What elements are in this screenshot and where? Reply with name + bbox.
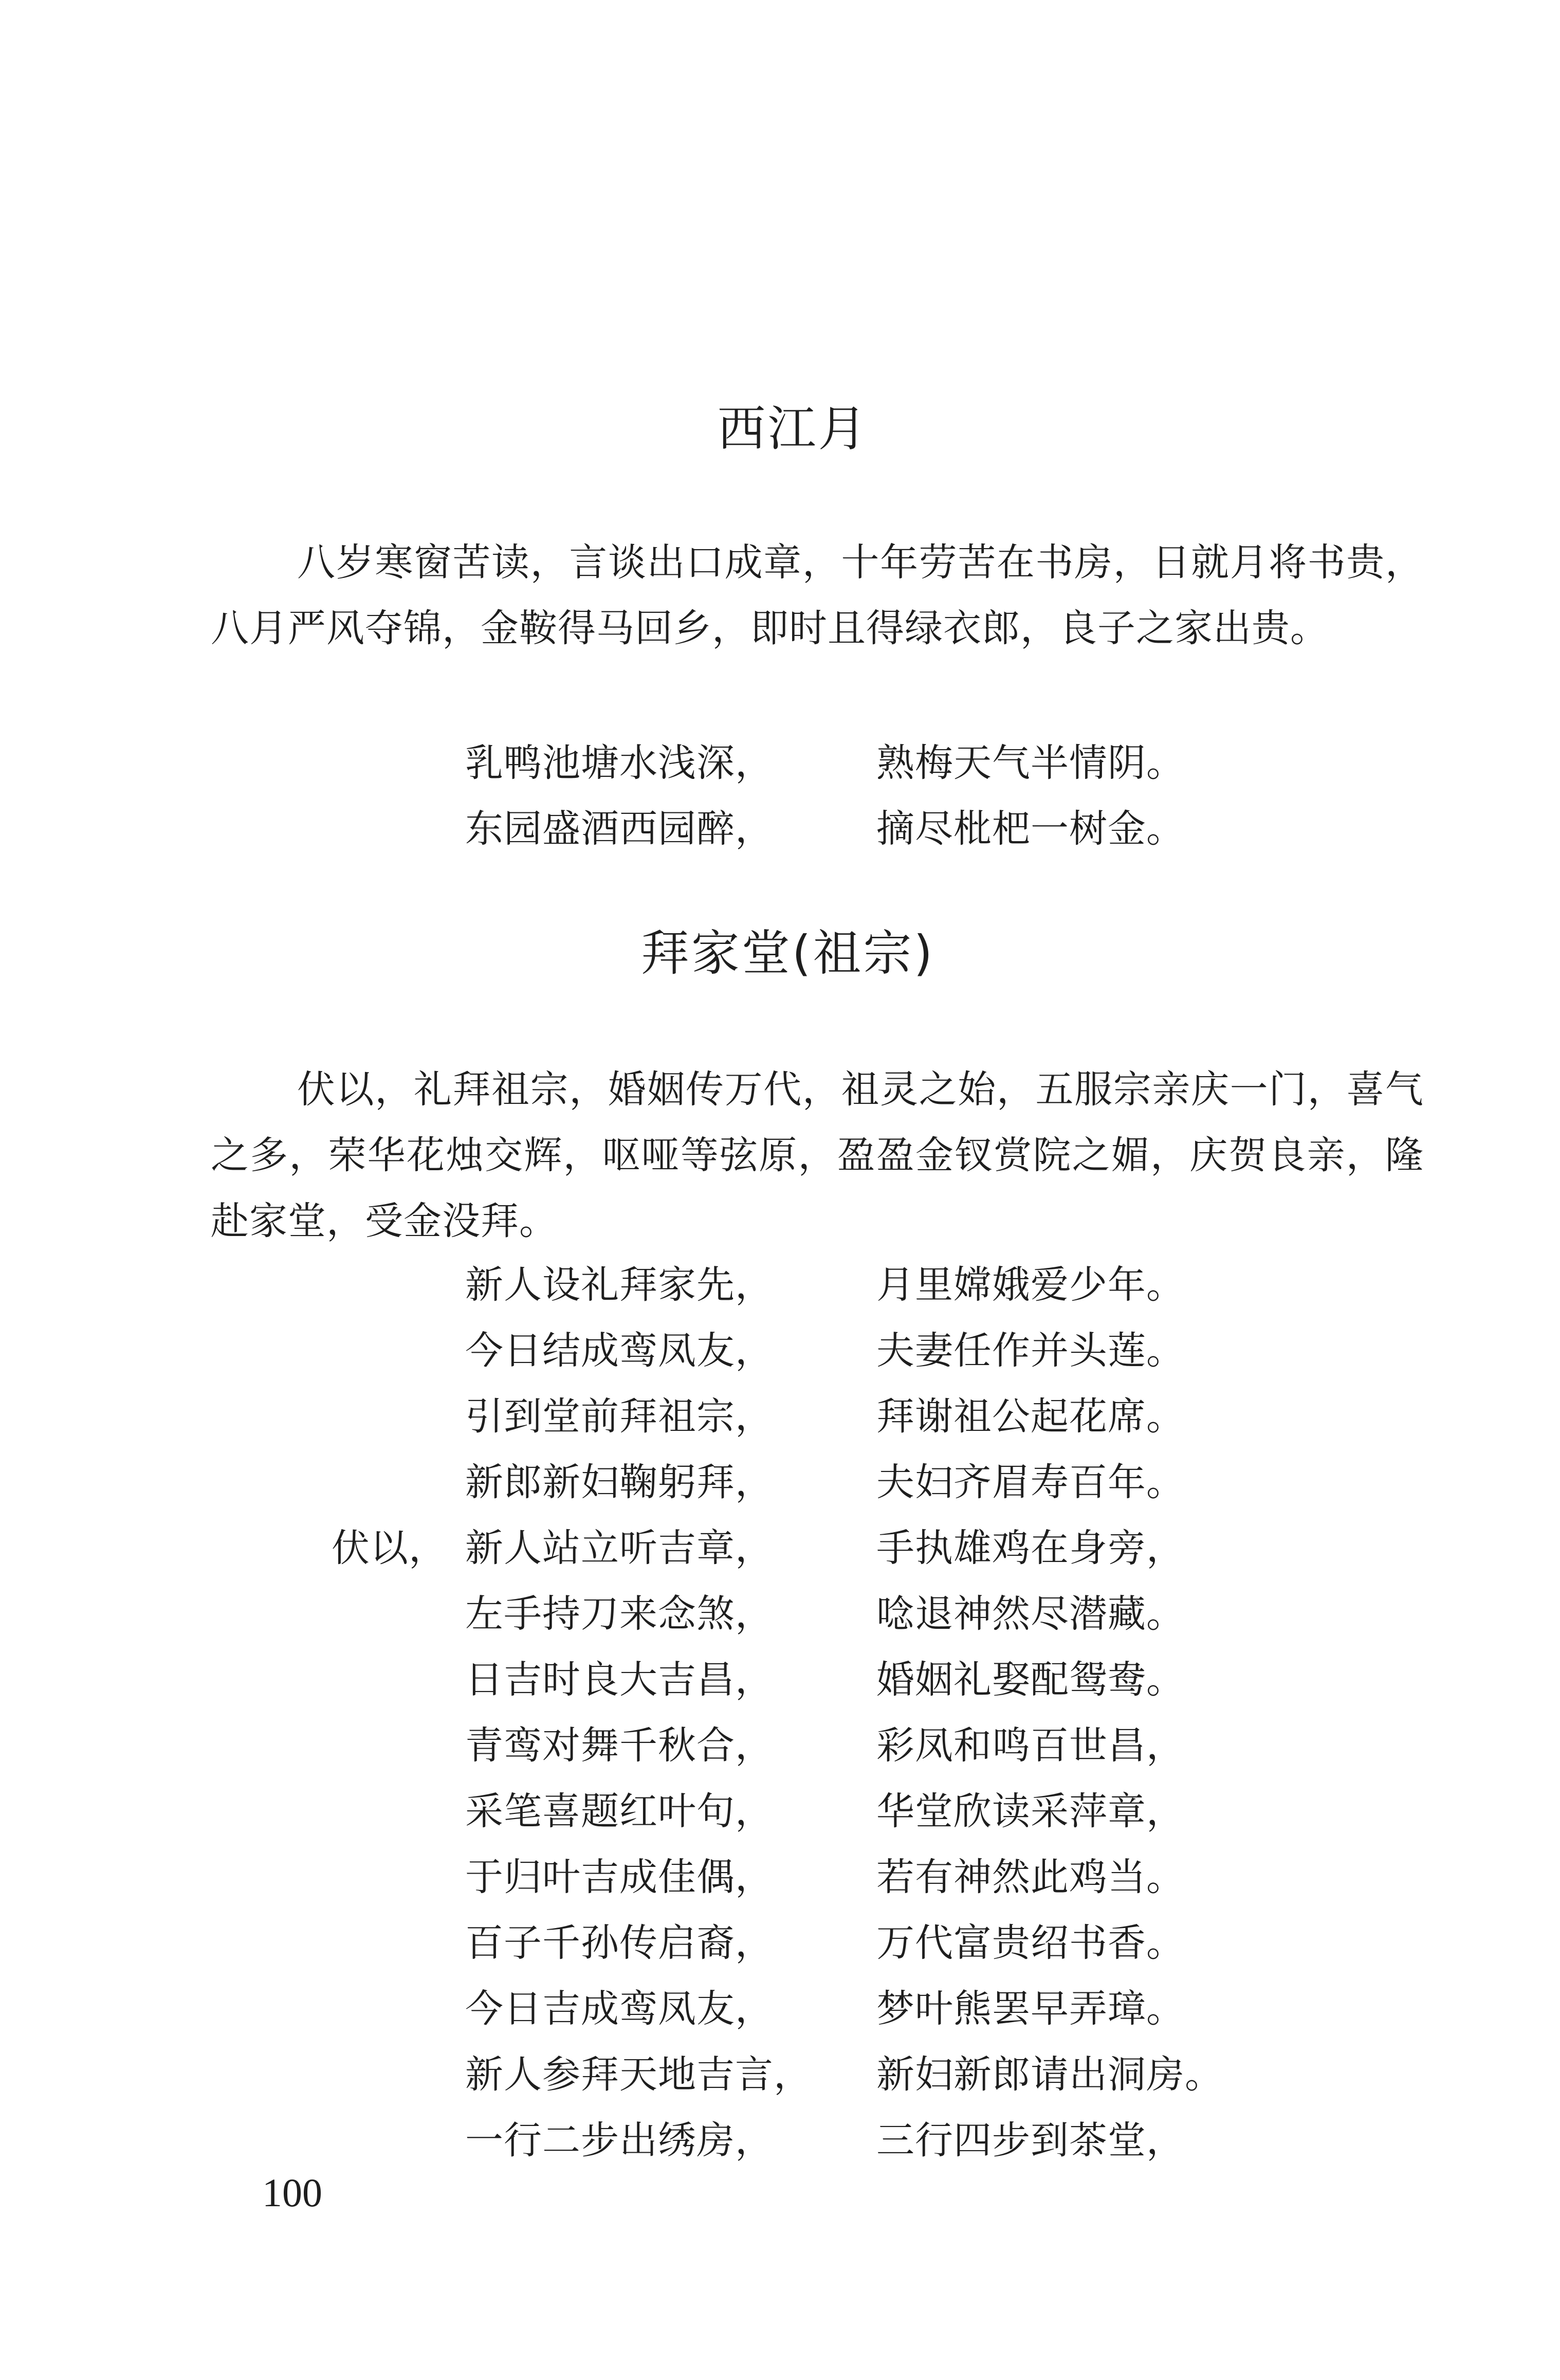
verse-line-first: 日吉时良大吉昌， (465, 1658, 774, 1702)
verse-line-first: 新人参拜天地吉言， (465, 2052, 812, 2097)
verse-line-first: 新人站立听吉章， (465, 1526, 774, 1570)
verse-line-first: 于归叶吉成佳偶， (465, 1855, 774, 1899)
verse-line-first: 一行二步出绣房， (465, 2118, 774, 2163)
verse-line-second: 夫妻任作并头莲。 (876, 1329, 1185, 1373)
verse-row (0, 1976, 1560, 2042)
page-number: 100 (262, 2170, 322, 2215)
verse-line-first: 新人设礼拜家先， (465, 1263, 774, 1307)
verse-line-first: 今日结成鸾凤友， (465, 1329, 774, 1373)
verse-row (0, 1713, 1560, 1778)
verse-row (0, 1449, 1560, 1515)
verse-line-second: 月里嫦娥爱少年。 (876, 1263, 1185, 1307)
section-title: 拜家堂(祖宗) (640, 925, 935, 982)
verse-block (0, 1252, 1560, 2173)
verse-row (0, 1252, 1560, 1318)
verse-row (0, 1844, 1560, 1910)
verse-row (0, 1384, 1560, 1449)
verse-line-second: 万代富贵绍书香。 (876, 1921, 1185, 1965)
verse-line-second: 若有神然此鸡当。 (876, 1855, 1185, 1899)
verse-line-second: 三行四步到茶堂， (876, 2118, 1185, 2163)
verse-line-second: 华堂欣读采萍章， (876, 1789, 1185, 1833)
verse-line-second: 夫妇齐眉寿百年。 (876, 1460, 1185, 1504)
verse-line-first: 采笔喜题红叶句， (465, 1789, 774, 1833)
section-title: 西江月 (717, 401, 869, 457)
verse-block (0, 730, 1560, 862)
verse-row (0, 1910, 1560, 1976)
verse-row (0, 1778, 1560, 1844)
verse-row (0, 1515, 1560, 1581)
verse-row (0, 1647, 1560, 1713)
verse-row (0, 1581, 1560, 1647)
verse-line-second: 新妇新郎请出洞房。 (876, 2052, 1223, 2097)
verse-row (0, 2108, 1560, 2173)
verse-line-second: 唸退神然尽潜藏。 (876, 1592, 1185, 1636)
section-prose: 八岁寒窗苦读，言谈出口成章，十年劳苦在书房，日就月将书贵，八月严风夺锦，金鞍得马回乡，即时且得绿衣郎，良子之家出贵。 (211, 540, 1424, 650)
verse-line-first: 引到堂前拜祖宗， (465, 1394, 774, 1439)
verse-line-first: 新郎新妇鞠躬拜， (465, 1460, 774, 1504)
verse-line-second: 梦叶熊罢早弄璋。 (876, 1987, 1185, 2031)
verse-row (0, 1318, 1560, 1384)
verse-line-second: 彩凤和鸣百世昌， (876, 1723, 1185, 1768)
verse-line-second: 熟梅天气半情阴。 (876, 741, 1185, 785)
verse-line-first: 乳鸭池塘水浅深， (465, 741, 774, 785)
verse-row (0, 2042, 1560, 2108)
verse-lead: 伏以， (332, 1526, 447, 1570)
verse-line-first: 今日吉成鸾凤友， (465, 1987, 774, 2031)
verse-line-first: 青鸾对舞千秋合， (465, 1723, 774, 1768)
verse-line-second: 拜谢祖公起花席。 (876, 1394, 1185, 1439)
verse-line-first: 东园盛酒西园醉， (465, 807, 774, 851)
verse-line-second: 手执雄鸡在身旁， (876, 1526, 1185, 1570)
verse-line-first: 百子千孙传启裔， (465, 1921, 774, 1965)
verse-row (0, 796, 1560, 862)
verse-line-first: 左手持刀来念煞， (465, 1592, 774, 1636)
section-prose: 伏以，礼拜祖宗，婚姻传万代，祖灵之始，五服宗亲庆一门，喜气之多，荣华花烛交辉，呕哑等弦原，盈盈金钗赏院之媚，庆贺良亲，隆赴家堂，受金没拜。 (211, 1067, 1424, 1243)
verse-line-second: 婚姻礼娶配鸳鸯。 (876, 1658, 1185, 1702)
verse-row (0, 730, 1560, 796)
verse-line-second: 摘尽枇杷一树金。 (876, 807, 1185, 851)
